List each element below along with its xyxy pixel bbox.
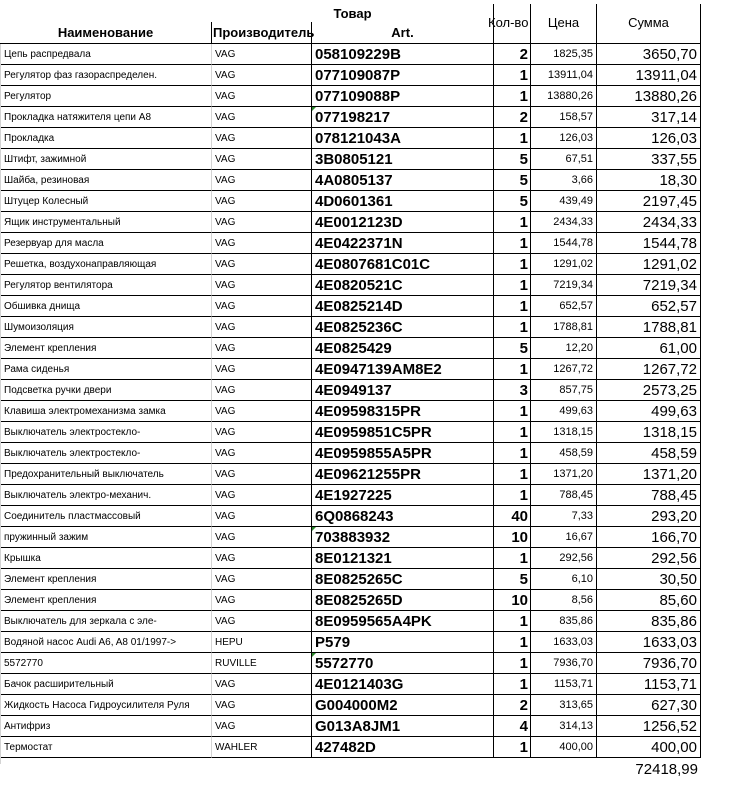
item-article[interactable]: 3B0805121	[312, 149, 494, 170]
item-sum[interactable]: 835,86	[597, 611, 701, 632]
item-article[interactable]: 8E0959565A4PK	[312, 611, 494, 632]
item-article[interactable]: 4E0820521C	[312, 275, 494, 296]
item-quantity[interactable]: 1	[494, 317, 531, 338]
item-sum[interactable]: 61,00	[597, 338, 701, 359]
item-article[interactable]: P579	[312, 632, 494, 653]
item-price[interactable]: 1544,78	[531, 233, 597, 254]
item-price[interactable]: 67,51	[531, 149, 597, 170]
header-name[interactable]: Наименование	[0, 22, 212, 44]
item-article[interactable]: 4D0601361	[312, 191, 494, 212]
item-price[interactable]: 2434,33	[531, 212, 597, 233]
item-sum[interactable]: 7219,34	[597, 275, 701, 296]
item-price[interactable]: 1371,20	[531, 464, 597, 485]
item-sum[interactable]: 3650,70	[597, 44, 701, 65]
item-sum[interactable]: 292,56	[597, 548, 701, 569]
item-article[interactable]: 4E09598315PR	[312, 401, 494, 422]
item-article[interactable]: G013A8JM1	[312, 716, 494, 737]
item-manufacturer[interactable]: VAG	[212, 422, 312, 443]
item-price[interactable]: 7,33	[531, 506, 597, 527]
header-article[interactable]: Art.	[312, 22, 494, 44]
item-quantity[interactable]: 1	[494, 275, 531, 296]
item-price[interactable]: 13911,04	[531, 65, 597, 86]
item-sum[interactable]: 458,59	[597, 443, 701, 464]
item-manufacturer[interactable]: VAG	[212, 170, 312, 191]
item-price[interactable]: 3,66	[531, 170, 597, 191]
item-manufacturer[interactable]: VAG	[212, 443, 312, 464]
item-sum[interactable]: 499,63	[597, 401, 701, 422]
item-article[interactable]: 8E0121321	[312, 548, 494, 569]
item-quantity[interactable]: 1	[494, 233, 531, 254]
item-name[interactable]: Резервуар для масла	[0, 233, 212, 254]
item-price[interactable]: 835,86	[531, 611, 597, 632]
item-article-text: 703883932	[315, 528, 391, 546]
item-sum[interactable]: 652,57	[597, 296, 701, 317]
item-sum[interactable]: 13911,04	[597, 65, 701, 86]
grand-total[interactable]: 72418,99	[635, 761, 698, 778]
item-price[interactable]: 313,65	[531, 695, 597, 716]
header-price[interactable]: Цена	[531, 4, 597, 44]
comment-marker-icon	[312, 653, 316, 657]
item-name[interactable]: Предохранительный выключатель	[0, 464, 212, 485]
item-article-text: 5572770	[315, 654, 374, 672]
item-price[interactable]: 126,03	[531, 128, 597, 149]
item-article[interactable]: 4A0805137	[312, 170, 494, 191]
item-manufacturer[interactable]: VAG	[212, 611, 312, 632]
item-article[interactable]: 8E0825265D	[312, 590, 494, 611]
item-quantity[interactable]: 40	[494, 506, 531, 527]
item-sum[interactable]: 18,30	[597, 170, 701, 191]
item-quantity[interactable]: 1	[494, 86, 531, 107]
item-article[interactable]: 4E0947139AM8E2	[312, 359, 494, 380]
item-name[interactable]: Соединитель пластмассовый	[0, 506, 212, 527]
item-name[interactable]: Шумоизоляция	[0, 317, 212, 338]
item-price[interactable]: 1318,15	[531, 422, 597, 443]
item-quantity[interactable]: 1	[494, 128, 531, 149]
item-price[interactable]: 458,59	[531, 443, 597, 464]
item-article[interactable]: 4E1927225	[312, 485, 494, 506]
item-manufacturer[interactable]: VAG	[212, 275, 312, 296]
item-quantity[interactable]: 1	[494, 653, 531, 674]
item-manufacturer[interactable]: VAG	[212, 380, 312, 401]
item-article[interactable]: 4E0825236C	[312, 317, 494, 338]
item-manufacturer[interactable]: VAG	[212, 674, 312, 695]
item-article[interactable]: 8E0825265C	[312, 569, 494, 590]
item-article[interactable]: 4E0807681C01C	[312, 254, 494, 275]
item-sum[interactable]: 788,45	[597, 485, 701, 506]
gridline	[0, 44, 1, 764]
item-name[interactable]: Водяной насос Audi A6, A8 01/1997->	[0, 632, 212, 653]
item-quantity[interactable]: 10	[494, 527, 531, 548]
item-sum[interactable]: 85,60	[597, 590, 701, 611]
item-sum[interactable]: 2573,25	[597, 380, 701, 401]
item-name[interactable]: Обшивка днища	[0, 296, 212, 317]
item-price[interactable]: 292,56	[531, 548, 597, 569]
item-name[interactable]: Прокладка натяжителя цепи А8	[0, 107, 212, 128]
item-price[interactable]: 1633,03	[531, 632, 597, 653]
item-sum[interactable]: 1153,71	[597, 674, 701, 695]
item-name[interactable]: Шайба, резиновая	[0, 170, 212, 191]
item-name[interactable]: Выключатель для зеркала с эле-	[0, 611, 212, 632]
item-name[interactable]: Штифт, зажимной	[0, 149, 212, 170]
item-sum[interactable]: 337,55	[597, 149, 701, 170]
item-price[interactable]: 652,57	[531, 296, 597, 317]
item-manufacturer[interactable]: VAG	[212, 506, 312, 527]
item-article[interactable]: 4E0825429	[312, 338, 494, 359]
item-sum[interactable]: 2197,45	[597, 191, 701, 212]
item-article[interactable]	[312, 527, 494, 548]
item-name[interactable]: Бачок расширительный	[0, 674, 212, 695]
item-name[interactable]: Рама сиденья	[0, 359, 212, 380]
item-article[interactable]: 4E0422371N	[312, 233, 494, 254]
item-sum[interactable]: 2434,33	[597, 212, 701, 233]
item-sum[interactable]: 1256,52	[597, 716, 701, 737]
item-name[interactable]: Ящик инструментальный	[0, 212, 212, 233]
header-manufacturer[interactable]: Производитель	[212, 22, 312, 44]
item-sum[interactable]: 1318,15	[597, 422, 701, 443]
item-manufacturer[interactable]: VAG	[212, 359, 312, 380]
item-article[interactable]: G004000M2	[312, 695, 494, 716]
item-sum[interactable]: 30,50	[597, 569, 701, 590]
item-quantity[interactable]: 5	[494, 149, 531, 170]
item-quantity[interactable]: 1	[494, 401, 531, 422]
item-price[interactable]: 6,10	[531, 569, 597, 590]
item-sum[interactable]: 1544,78	[597, 233, 701, 254]
item-quantity[interactable]: 5	[494, 170, 531, 191]
item-quantity[interactable]: 10	[494, 590, 531, 611]
item-price[interactable]: 1825,35	[531, 44, 597, 65]
item-name[interactable]: Элемент крепления	[0, 338, 212, 359]
item-price[interactable]: 1291,02	[531, 254, 597, 275]
item-sum[interactable]: 166,70	[597, 527, 701, 548]
item-name[interactable]: Жидкость Насоса Гидроусилителя Руля	[0, 695, 212, 716]
item-manufacturer[interactable]: VAG	[212, 296, 312, 317]
item-manufacturer[interactable]: VAG	[212, 569, 312, 590]
comment-marker-icon	[312, 527, 316, 531]
item-manufacturer[interactable]: VAG	[212, 317, 312, 338]
item-name[interactable]: Регулятор фаз газораспределен.	[0, 65, 212, 86]
item-price[interactable]: 857,75	[531, 380, 597, 401]
item-manufacturer[interactable]: VAG	[212, 149, 312, 170]
item-quantity[interactable]: 4	[494, 716, 531, 737]
item-price[interactable]: 788,45	[531, 485, 597, 506]
item-manufacturer[interactable]: VAG	[212, 716, 312, 737]
item-name[interactable]: Штуцер Колесный	[0, 191, 212, 212]
item-article[interactable]: 078121043A	[312, 128, 494, 149]
item-price[interactable]: 7219,34	[531, 275, 597, 296]
item-name[interactable]: пружинный зажим	[0, 527, 212, 548]
item-name[interactable]: Регулятор	[0, 86, 212, 107]
item-article[interactable]: 4E09621255PR	[312, 464, 494, 485]
item-manufacturer[interactable]: VAG	[212, 464, 312, 485]
item-article[interactable]: 4E0959855A5PR	[312, 443, 494, 464]
header-quantity[interactable]: Кол-во	[494, 4, 531, 44]
item-name[interactable]: Выключатель электростекло-	[0, 422, 212, 443]
header-group-title[interactable]: Товар	[212, 4, 494, 24]
item-name[interactable]: Антифриз	[0, 716, 212, 737]
item-manufacturer[interactable]: VAG	[212, 590, 312, 611]
item-price[interactable]: 400,00	[531, 737, 597, 758]
item-manufacturer[interactable]: VAG	[212, 86, 312, 107]
item-price[interactable]: 13880,26	[531, 86, 597, 107]
item-manufacturer[interactable]: VAG	[212, 128, 312, 149]
item-sum[interactable]: 293,20	[597, 506, 701, 527]
item-name[interactable]: 5572770	[0, 653, 212, 674]
item-manufacturer[interactable]: VAG	[212, 212, 312, 233]
item-manufacturer[interactable]: RUVILLE	[212, 653, 312, 674]
item-manufacturer[interactable]: VAG	[212, 233, 312, 254]
item-manufacturer[interactable]: VAG	[212, 548, 312, 569]
item-price[interactable]: 439,49	[531, 191, 597, 212]
item-sum[interactable]: 1371,20	[597, 464, 701, 485]
item-sum[interactable]: 1788,81	[597, 317, 701, 338]
comment-marker-icon	[312, 107, 316, 111]
item-article[interactable]	[312, 107, 494, 128]
item-sum[interactable]: 1291,02	[597, 254, 701, 275]
item-manufacturer[interactable]: VAG	[212, 338, 312, 359]
item-name[interactable]: Элемент крепления	[0, 590, 212, 611]
item-article[interactable]	[312, 653, 494, 674]
item-sum[interactable]: 126,03	[597, 128, 701, 149]
item-price[interactable]: 12,20	[531, 338, 597, 359]
item-article[interactable]: 4E0012123D	[312, 212, 494, 233]
item-manufacturer[interactable]: VAG	[212, 695, 312, 716]
item-name[interactable]: Регулятор вентилятора	[0, 275, 212, 296]
item-name[interactable]: Клавиша электромеханизма замка	[0, 401, 212, 422]
item-sum[interactable]: 317,14	[597, 107, 701, 128]
item-sum[interactable]: 1633,03	[597, 632, 701, 653]
item-name[interactable]: Выключатель электро-механич.	[0, 485, 212, 506]
item-manufacturer[interactable]: VAG	[212, 44, 312, 65]
item-quantity[interactable]: 1	[494, 254, 531, 275]
item-article[interactable]: 6Q0868243	[312, 506, 494, 527]
item-sum[interactable]: 627,30	[597, 695, 701, 716]
item-price[interactable]: 16,67	[531, 527, 597, 548]
item-sum[interactable]: 400,00	[597, 737, 701, 758]
item-manufacturer[interactable]: VAG	[212, 107, 312, 128]
item-article[interactable]: 077109087P	[312, 65, 494, 86]
item-quantity[interactable]: 3	[494, 380, 531, 401]
item-article[interactable]: 427482D	[312, 737, 494, 758]
item-quantity[interactable]: 1	[494, 632, 531, 653]
item-manufacturer[interactable]: HEPU	[212, 632, 312, 653]
item-manufacturer[interactable]: VAG	[212, 254, 312, 275]
item-quantity[interactable]: 5	[494, 338, 531, 359]
item-quantity[interactable]: 2	[494, 695, 531, 716]
item-quantity[interactable]: 1	[494, 212, 531, 233]
item-quantity[interactable]: 2	[494, 44, 531, 65]
item-article[interactable]: 077109088P	[312, 86, 494, 107]
item-quantity[interactable]: 2	[494, 107, 531, 128]
item-name[interactable]: Цепь распредвала	[0, 44, 212, 65]
item-article-text: 077198217	[315, 108, 391, 126]
item-price[interactable]: 1153,71	[531, 674, 597, 695]
item-sum[interactable]: 7936,70	[597, 653, 701, 674]
item-quantity[interactable]: 5	[494, 569, 531, 590]
item-price[interactable]: 499,63	[531, 401, 597, 422]
item-sum[interactable]: 13880,26	[597, 86, 701, 107]
item-manufacturer[interactable]: WAHLER	[212, 737, 312, 758]
item-quantity[interactable]: 1	[494, 65, 531, 86]
item-name[interactable]: Прокладка	[0, 128, 212, 149]
item-quantity[interactable]: 1	[494, 422, 531, 443]
item-quantity[interactable]: 1	[494, 548, 531, 569]
item-article[interactable]: 058109229B	[312, 44, 494, 65]
item-quantity[interactable]: 1	[494, 296, 531, 317]
item-article[interactable]: 4E0825214D	[312, 296, 494, 317]
item-quantity[interactable]: 5	[494, 191, 531, 212]
item-article[interactable]: 4E0949137	[312, 380, 494, 401]
item-name[interactable]: Термостат	[0, 737, 212, 758]
item-price[interactable]: 158,57	[531, 107, 597, 128]
item-name[interactable]: Подсветка ручки двери	[0, 380, 212, 401]
item-price[interactable]: 1788,81	[531, 317, 597, 338]
header-sum[interactable]: Сумма	[597, 4, 701, 44]
item-quantity[interactable]: 1	[494, 443, 531, 464]
item-price[interactable]: 7936,70	[531, 653, 597, 674]
item-manufacturer[interactable]: VAG	[212, 485, 312, 506]
item-manufacturer[interactable]: VAG	[212, 191, 312, 212]
item-price[interactable]: 314,13	[531, 716, 597, 737]
item-name[interactable]: Элемент крепления	[0, 569, 212, 590]
item-quantity[interactable]: 1	[494, 737, 531, 758]
item-price[interactable]: 1267,72	[531, 359, 597, 380]
item-quantity[interactable]: 1	[494, 485, 531, 506]
item-quantity[interactable]: 1	[494, 359, 531, 380]
item-quantity[interactable]: 1	[494, 611, 531, 632]
item-quantity[interactable]: 1	[494, 464, 531, 485]
item-name[interactable]: Решетка, воздухонаправляющая	[0, 254, 212, 275]
item-article[interactable]: 4E0121403G	[312, 674, 494, 695]
item-manufacturer[interactable]: VAG	[212, 401, 312, 422]
item-quantity[interactable]: 1	[494, 674, 531, 695]
item-sum[interactable]: 1267,72	[597, 359, 701, 380]
item-article[interactable]: 4E0959851C5PR	[312, 422, 494, 443]
item-name[interactable]: Выключатель электростекло-	[0, 443, 212, 464]
item-manufacturer[interactable]: VAG	[212, 65, 312, 86]
item-manufacturer[interactable]: VAG	[212, 527, 312, 548]
item-price[interactable]: 8,56	[531, 590, 597, 611]
item-name[interactable]: Крышка	[0, 548, 212, 569]
